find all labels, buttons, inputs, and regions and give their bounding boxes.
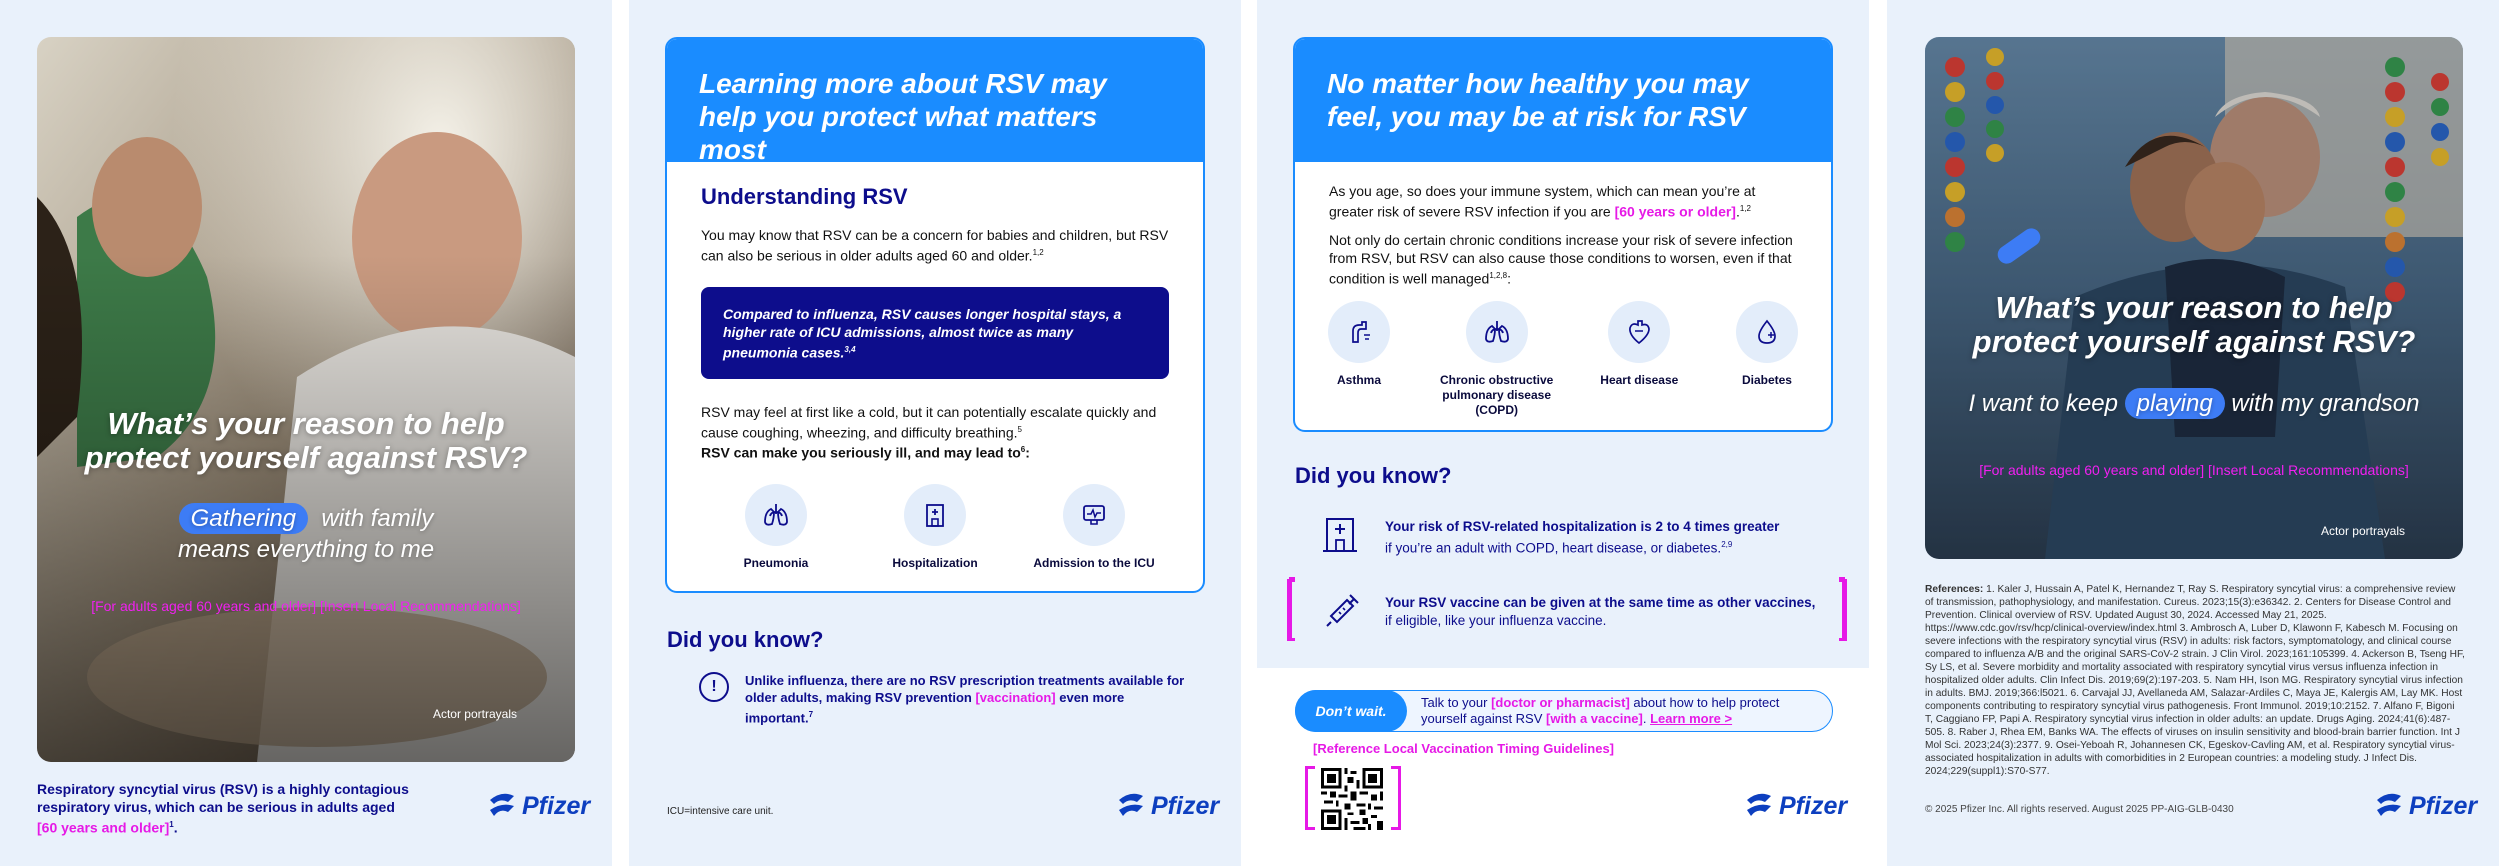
risk-para2-end: : bbox=[1507, 270, 1512, 287]
panel4-reason bbox=[1925, 388, 2463, 419]
icu-monitor-icon bbox=[1079, 500, 1109, 530]
no-treatment-fact bbox=[745, 672, 1185, 726]
learn-more-link[interactable]: Learn more > bbox=[1650, 711, 1733, 726]
pfizer-mark-icon bbox=[1743, 790, 1775, 822]
bracket-left bbox=[1287, 579, 1295, 641]
pfizer-wordmark: Pfizer bbox=[522, 791, 591, 820]
panel-3 bbox=[1257, 0, 1869, 866]
caption-text: Respiratory syncytial virus (RSV) is a highly contagious respiratory virus, which can be serious in adults aged bbox=[37, 781, 409, 815]
reason-post: with my grandson bbox=[2231, 390, 2420, 417]
info-icon: ! bbox=[699, 672, 729, 702]
pfizer-wordmark: Pfizer bbox=[2409, 791, 2478, 820]
timing-guidelines-placeholder: [Reference Local Vaccination Timing Guidelines] bbox=[1313, 741, 1615, 756]
cta-text bbox=[1421, 695, 1821, 727]
hospital-building-icon bbox=[1323, 513, 1357, 553]
qr-bracket-left bbox=[1305, 766, 1315, 830]
panel4-headline bbox=[1925, 291, 2463, 359]
caption-highlight: [60 years and older] bbox=[37, 819, 170, 836]
inhaler-icon bbox=[1344, 317, 1374, 347]
panel1-headline bbox=[37, 407, 575, 475]
fact1-line2: if you’re an adult with COPD, heart disease, or diabetes. bbox=[1385, 540, 1722, 556]
pfizer-logo bbox=[2373, 790, 2477, 822]
para2-text: RSV may feel at first like a cold, but it can potentially escalate quickly and cause coughing, wheezing, and difficulty breathing. bbox=[701, 403, 1157, 441]
para3-text: RSV can make you seriously ill, and may lead to bbox=[701, 444, 1021, 461]
family-dinner-image bbox=[37, 37, 575, 762]
influenza-comparison-callout bbox=[701, 287, 1169, 379]
qr-bracket-right bbox=[1391, 766, 1401, 830]
condition-heart-disease bbox=[1584, 301, 1694, 418]
pneumonia-label: Pneumonia bbox=[743, 555, 809, 570]
fact2-text: Your RSV vaccine can be given at the same time as other vaccines, bbox=[1385, 595, 1816, 610]
reason-pre: I want to keep bbox=[1968, 390, 2118, 417]
pfizer-wordmark: Pfizer bbox=[1779, 791, 1848, 820]
reason-highlight-pill: Gathering bbox=[179, 503, 308, 534]
risk-para1-sup: 1,2 bbox=[1739, 204, 1751, 213]
condition-asthma bbox=[1309, 301, 1409, 418]
risk-para1-end: . bbox=[1735, 203, 1740, 220]
fact-text: Unlike influenza, there are no RSV prescription treatments available for older adults, making RSV prevention bbox=[745, 673, 1185, 705]
copyright-text: © 2025 Pfizer Inc. All rights reserved. August 2025 PP-AIG-GLB-0430 bbox=[1925, 804, 2234, 815]
panel2-did-you-know: Did you know? bbox=[667, 627, 824, 652]
panel1-headline-line2: protect yourself against RSV? bbox=[84, 440, 528, 475]
para3-end: : bbox=[1025, 444, 1030, 461]
vaccine-syringe-icon bbox=[1323, 590, 1363, 630]
risk-para2-text: Not only do certain chronic conditions increase your risk of severe infection from RSV, but RSV can also cause those conditions to worsen, even if that condition is well managed bbox=[1329, 231, 1793, 287]
pfizer-logo bbox=[486, 790, 590, 822]
para3-sup: 6 bbox=[1020, 445, 1026, 455]
pfizer-wordmark: Pfizer bbox=[1151, 791, 1220, 820]
icu-footnote: ICU=intensive care unit. bbox=[667, 806, 774, 817]
blood-drop-icon bbox=[1752, 317, 1782, 347]
panel1-headline-line1: What’s your reason to help bbox=[107, 406, 505, 441]
understanding-rsv-card bbox=[665, 37, 1205, 593]
para1-text: You may know that RSV can be a concern for babies and children, but RSV can also be serious in older adults aged 60 and older. bbox=[701, 227, 1169, 264]
cta-banner[interactable] bbox=[1295, 690, 1833, 732]
cta-highlight-1: [doctor or pharmacist] bbox=[1491, 695, 1630, 710]
risk-para1 bbox=[1329, 182, 1797, 221]
conditions-icons bbox=[1295, 287, 1831, 418]
reason-text: with family bbox=[321, 505, 434, 532]
eligibility-placeholder: [For adults aged 60 years and older] [Insert Local Recommendations] bbox=[1979, 462, 2409, 478]
complication-hospitalization bbox=[870, 484, 1000, 571]
condition-copd bbox=[1432, 301, 1562, 418]
callout-sup: 3,4 bbox=[844, 344, 856, 354]
complications-icons bbox=[701, 484, 1169, 571]
cta-highlight-2: [with a vaccine] bbox=[1546, 711, 1643, 726]
dont-wait-badge: Don’t wait. bbox=[1295, 690, 1407, 732]
qr-code-icon[interactable] bbox=[1321, 768, 1383, 830]
heart-disease-label: Heart disease bbox=[1600, 373, 1679, 388]
hospitalization-label: Hospitalization bbox=[892, 555, 978, 570]
callout-text: Compared to influenza, RSV causes longer hospital stays, a higher rate of ICU admissions, almost twice as many pneumonia cases. bbox=[723, 305, 1122, 361]
condition-diabetes bbox=[1717, 301, 1817, 418]
diabetes-label: Diabetes bbox=[1741, 373, 1792, 388]
icu-label: Admission to the ICU bbox=[1033, 555, 1155, 570]
panel1-reason bbox=[37, 503, 575, 565]
fact1-text: Your risk of RSV-related hospitalization is 2 to 4 times greater bbox=[1385, 519, 1780, 534]
fact-end: even more important. bbox=[745, 690, 1125, 726]
hospital-icon bbox=[920, 500, 950, 530]
actor-portrayals-note: Actor portrayals bbox=[432, 707, 517, 721]
hero-photo-grandparents-hug bbox=[1925, 37, 2463, 559]
risk-para1-highlight: [60 years or older] bbox=[1614, 203, 1736, 220]
complication-icu bbox=[1029, 484, 1159, 571]
actor-portrayals-note: Actor portrayals bbox=[2320, 524, 2405, 538]
panel-2 bbox=[629, 0, 1241, 866]
para2-sup: 5 bbox=[1017, 424, 1022, 434]
fact1-sup: 2,9 bbox=[1721, 540, 1733, 549]
fact-sup: 7 bbox=[808, 710, 814, 719]
understanding-para2 bbox=[701, 403, 1169, 442]
panel-4 bbox=[1887, 0, 2499, 866]
para1-sup: 1,2 bbox=[1032, 248, 1044, 257]
fact2-line2: if eligible, like your influenza vaccine. bbox=[1385, 613, 1607, 628]
copd-label: Chronic obstructive pulmonary disease (COPD) bbox=[1439, 373, 1554, 418]
fact-highlight: [vaccination] bbox=[975, 690, 1056, 705]
references-label: References: bbox=[1925, 584, 1984, 595]
pfizer-logo bbox=[1743, 790, 1847, 822]
asthma-label: Asthma bbox=[1336, 373, 1381, 388]
coadministration-fact bbox=[1385, 594, 1855, 630]
eligibility-placeholder: [For adults aged 60 years and older] [Insert Local Recommendations] bbox=[91, 598, 521, 614]
reason-line2: means everything to me bbox=[177, 536, 435, 563]
pfizer-mark-icon bbox=[1115, 790, 1147, 822]
references-list bbox=[1925, 583, 2465, 778]
hospitalization-risk-fact bbox=[1385, 518, 1855, 558]
risk-para2 bbox=[1329, 231, 1797, 288]
understanding-rsv-title: Understanding RSV bbox=[701, 184, 908, 209]
panel2-header: Learning more about RSV may help you protect what matters most bbox=[667, 39, 1203, 162]
lungs-icon bbox=[761, 500, 791, 530]
cta-text-3: . bbox=[1642, 711, 1651, 726]
rsv-caption bbox=[37, 780, 417, 837]
understanding-para1 bbox=[701, 226, 1169, 265]
panel3-header: No matter how healthy you may feel, you may be at risk for RSV bbox=[1295, 39, 1831, 162]
panel4-headline-line2: protect yourself against RSV? bbox=[1972, 324, 2416, 359]
lungs-icon bbox=[1482, 317, 1512, 347]
panel-1 bbox=[0, 0, 612, 866]
complication-pneumonia bbox=[711, 484, 841, 571]
caption-sup: 1 bbox=[169, 820, 174, 829]
panel3-did-you-know: Did you know? bbox=[1295, 463, 1452, 488]
risk-para1-text: As you age, so does your immune system, which can mean you’re at greater risk of severe RSV infection if you are bbox=[1329, 183, 1756, 220]
cta-text-1: Talk to your bbox=[1421, 695, 1492, 710]
panel4-headline-line1: What’s your reason to help bbox=[1995, 290, 2393, 325]
hero-photo-family-gathering bbox=[37, 37, 575, 762]
risk-para2-sup: 1,2,8 bbox=[1489, 270, 1508, 280]
pfizer-mark-icon bbox=[2373, 790, 2405, 822]
cta-text-2: about how to help protect yourself against RSV bbox=[1421, 695, 1780, 726]
pfizer-mark-icon bbox=[486, 790, 518, 822]
caption-end: . bbox=[173, 819, 178, 836]
understanding-para3 bbox=[701, 441, 1169, 462]
references-text: 1. Kaler J, Hussain A, Patel K, Hernandez T, Ray S. Respiratory syncytial virus: a comprehensive review of transmission, pathophysiology, and manifestation. Cureus. 2023;15(3):e36342. 2. Centers for Disease Control and Prevention. Clinical overview of RSV. Updated August 30, 2024. Accessed May 21, 2025. https://www.cdc.gov/rsv/hcp/clinical-overview/index.html 3. Ambrosch A, Luber D, Klawonn F, Kabesch M. Focusing on severe infections with the respiratory syncytial virus (RSV) in adults: risk factors, symptomatology, and clinical course compared to influenza A/B and the original SARS-CoV-2 strain. J Clin Virol. 2023;161:105399. 4. Ackerson B, Tseng HF, Sy LS, et al. Severe morbidity and mortality associated with respiratory syncytial virus versus influenza infection in hospitalized older adults. Clin Infect Dis. 2019;69(2):197-203. 5. Nam HH, Ison MG. Respiratory syncytial virus infection in adults. BMJ. 2019;366:l5021. 6. Carvajal JJ, Avellaneda AM, Salazar-Ardiles C, Maya JE, Kalergis AM, Lay MK. Host components contributing to respiratory syncytial virus pathogenesis. Front Immunol. 2019;10:2152. 7. Alfano F, Bigoni T, Caggiano FP, Papi A. Respiratory syncytial virus infection in older adults: an update. Drugs Aging. 2024;41(6):487-505. 8. Raber J, Rhea EM, Banks WA. The effects of viruses on insulin sensitivity and blood-brain barrier function. Int J Mol Sci. 2023;24(3):2377. 9. Osei-Yeboah R, Johannesen CK, Egeskov-Cavling AM, et al. Respiratory syncytial virus-associated hospitalization in adults with comorbidities in 2 European countries: a modeling study. J Infect Dis. 2024;229(suppl1):S70-S77. bbox=[1925, 584, 2465, 777]
heart-icon bbox=[1624, 317, 1654, 347]
risk-card bbox=[1293, 37, 1833, 432]
pfizer-logo bbox=[1115, 790, 1219, 822]
reason-highlight-pill: playing bbox=[2125, 388, 2225, 419]
